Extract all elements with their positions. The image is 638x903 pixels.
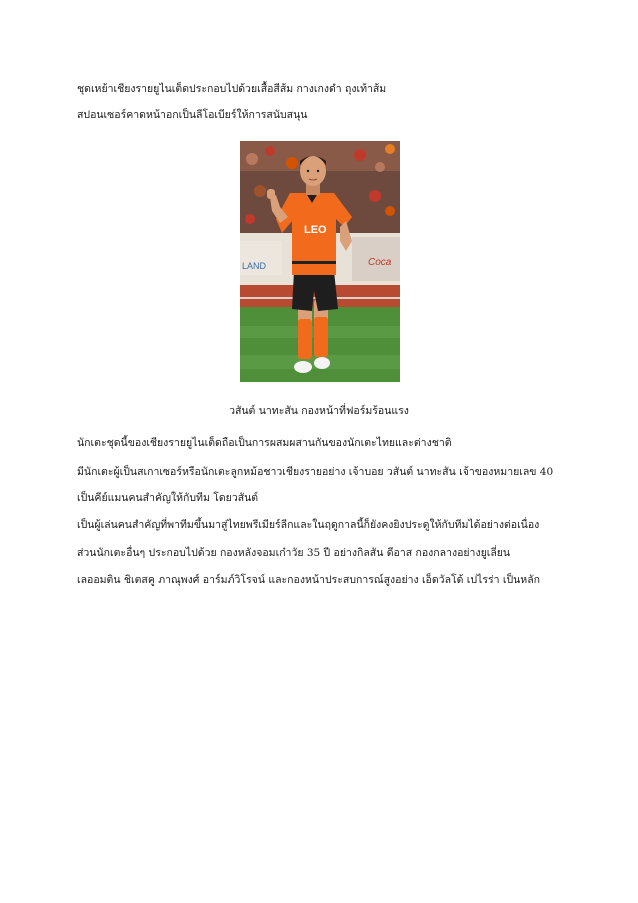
intro-line-2: สปอนเซอร์คาดหน้าอกเป็นลีโอเบียร์ให้การสนับสนุน [77,109,308,121]
svg-text:LAND: LAND [242,261,267,271]
player-photo [240,141,400,382]
body-line-6: เลออมติน ชิเตสคู ภาณุพงศ์ อาร์มภ์วิโรจน์ และกองหน้าประสบการณ์สูงอย่าง เอ็ดวัลโด้ เปไรร่า เป็นหลัก [77,574,540,586]
body-line-5: ส่วนนักเตะอื่นๆ ประกอบไปด้วย กองหลังจอมเก๋าวัย 35 ปี อย่างกิลสัน ดีอาส กองกลางอย่างยูเลี่ยน [77,547,511,559]
jersey-sponsor-text: LEO [304,224,327,236]
photo-caption: วสันต์ นาทะสัน กองหน้าที่ฟอร์มร้อนแรง [229,405,409,417]
body-line-1: นักเตะชุดนี้ของเชียงรายยูไนเต็ดถือเป็นการผสมผสานกันของนักเตะไทยและต่างชาติ [77,437,452,449]
svg-text:Coca: Coca [368,257,392,268]
intro-line-1: ชุดเหย้าเชียงรายยูไนเต็ดประกอบไปด้วยเสื้อสีส้ม กางเกงดำ ถุงเท้าส้ม [77,83,387,95]
body-line-2: มีนักเตะผู้เป็นสเกาเซอร์หรือนักเตะลูกหม้อชาวเชียงรายอย่าง เจ้าบอย วสันต์ นาทะสัน เจ้าของหมายเลข 40 [77,466,554,478]
body-line-4: เป็นผู้เล่นคนสำคัญที่พาทีมขึ้นมาสู่ไทยพรีเมียร์ลีกและในฤดูกาลนี้ก็ยังคงยิงประตูให้กับทีมได้อย่างต่อเนื่อง [77,519,540,531]
body-line-3: เป็นคีย์แมนคนสำคัญให้กับทีม โดยวสันต์ [77,492,259,504]
